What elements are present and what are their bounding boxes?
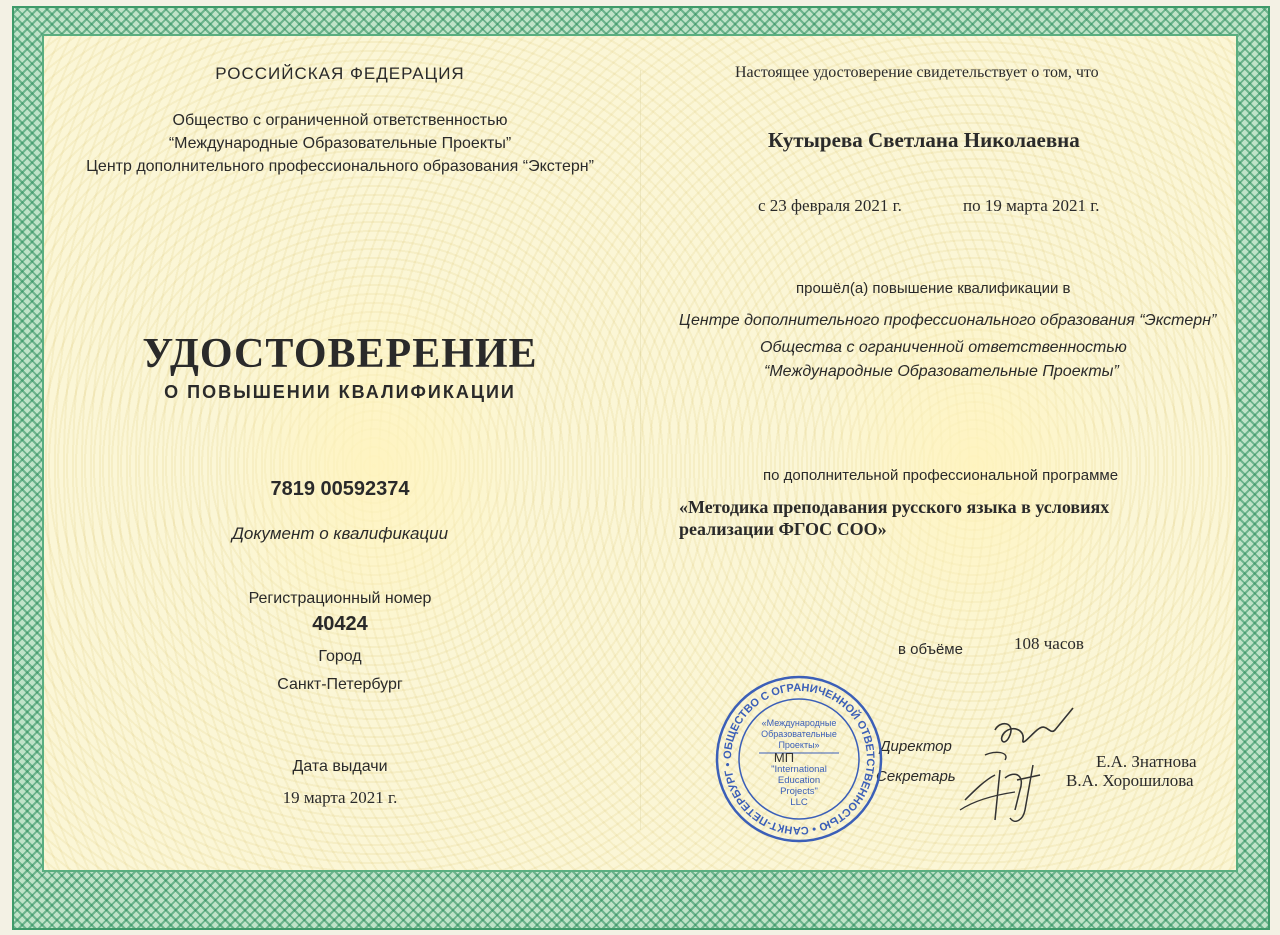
- center-line-3: “Международные Образовательные Проекты”: [764, 363, 1119, 380]
- volume-label: в объёме: [898, 641, 963, 658]
- document-number: 7819 00592374: [270, 478, 410, 500]
- issue-date-label: Дата выдачи: [292, 758, 388, 775]
- country-heading: РОССИЙСКАЯ ФЕДЕРАЦИЯ: [215, 64, 465, 83]
- center-line-2: Общества с ограниченной ответственностью: [760, 339, 1127, 356]
- holder-name: Кутырева Светлана Николаевна: [768, 128, 1080, 152]
- stamp-inner-1: «Международные: [761, 718, 837, 728]
- org-line-2: “Международные Образовательные Проекты”: [168, 135, 512, 152]
- volume-hours: 108 часов: [1014, 634, 1084, 653]
- registration-number: 40424: [312, 613, 368, 635]
- passed-training-text: прошёл(а) повышение квалификации в: [796, 280, 1071, 297]
- stamp-inner-4: "International: [771, 764, 827, 775]
- center-line-1: Центре дополнительного профессионального образования “Экстерн”: [679, 312, 1217, 329]
- svg-text:ОБЩЕСТВО С ОГРАНИЧЕННОЙ ОТВЕТС: [722, 682, 876, 836]
- city-label: Город: [318, 648, 362, 665]
- registration-label: Регистрационный номер: [248, 590, 432, 607]
- secretary-role: Секретарь: [876, 768, 956, 785]
- org-line-1: Общество с ограниченной ответственностью: [172, 112, 508, 129]
- program-title-line-1: «Методика преподавания русского языка в условиях: [679, 497, 1110, 517]
- document-title: УДОСТОВЕРЕНИЕ: [142, 331, 538, 377]
- city-value: Санкт-Петербург: [277, 676, 403, 693]
- document-type: Документ о квалификации: [231, 524, 449, 543]
- program-title-line-2: реализации ФГОС СОО»: [679, 519, 887, 539]
- director-role: Директор: [880, 738, 952, 755]
- organization-stamp: [714, 674, 884, 844]
- handwritten-signatures: [955, 700, 1075, 840]
- stamp-inner-2: Образовательные: [761, 729, 837, 739]
- issue-date: 19 марта 2021 г.: [282, 788, 398, 807]
- certify-intro: Настоящее удостоверение свидетельствует о том, что: [735, 64, 1099, 81]
- period-from: с 23 февраля 2021 г.: [758, 196, 902, 215]
- org-line-3: Центр дополнительного профессионального образования “Экстерн”: [86, 158, 594, 175]
- page-fold: [640, 70, 641, 830]
- stamp-inner-7: LLC: [790, 797, 808, 808]
- document-subtitle: О ПОВЫШЕНИИ КВАЛИФИКАЦИИ: [164, 382, 516, 402]
- director-name: Е.А. Знатнова: [1096, 752, 1197, 771]
- secretary-name: В.А. Хорошилова: [1066, 771, 1194, 790]
- stamp-ring-text: ОБЩЕСТВО С ОГРАНИЧЕННОЙ ОТВЕТСТВЕННОСТЬЮ • САНКТ-ПЕТЕРБУРГ •: [721, 681, 877, 837]
- stamp-inner-5: Education: [777, 775, 821, 786]
- stamp-mp: МП: [773, 750, 795, 765]
- stamp-inner-3: Проекты»: [778, 740, 820, 750]
- stamp-inner-6: Projects": [780, 786, 818, 797]
- period-to: по 19 марта 2021 г.: [963, 196, 1100, 215]
- program-label: по дополнительной профессиональной программе: [763, 467, 1119, 484]
